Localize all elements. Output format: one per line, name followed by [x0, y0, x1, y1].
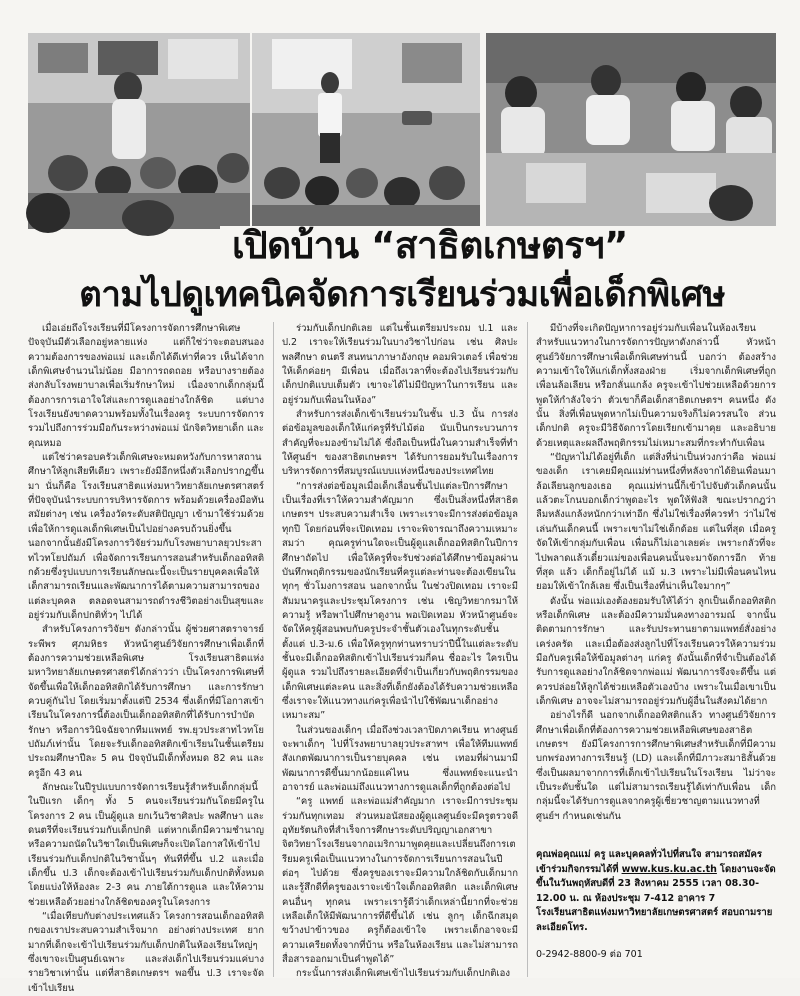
- column-divider: [527, 322, 528, 977]
- registration-link[interactable]: www.kus.ku.ac.th: [621, 863, 717, 875]
- paragraph: สำหรับการส่งเด็กเข้าเรียนร่วมในชั้น ป.3 นั้น การส่งต่อข้อมูลของเด็กให้แก่ครูที่รับไม้ต่อ นับเป็นกระบวนการสำคัญที่จะมองข้ามไม่ได้ ซึ่งถือเป็นหนึ่งในความสำเร็จที่ทำให้ศูนย์ฯ ของสาธิตเกษตรฯ ได้รับการยอมรับในเรื่องการบริหารจัดการที่สมบูรณ์แบบแห่งหนึ่งของประเทศไทย: [282, 409, 518, 478]
- paragraph: อย่างไรก็ดี นอกจากเด็กออทิสติกแล้ว ทางศูนย์วิจัยการศึกษาเพื่อเด็กที่ต้องการความช่วยเหลือพิเศษของสาธิตเกษตรฯ ยังมีโครงการการศึกษาพิเศษสำหรับเด็กที่มีความบกพร่องทางการเรียนรู้ (LD) และเด็กที่มีภาวะสมาธิสั้นด้วย ซึ่งเป็นผลมาจากการที่เด็กเข้าไปเรียนในโรงเรียน ไม่ว่าจะเป็นระดับชั้นใด แต่ไม่สามารถเรียนรู้ได้เท่ากับเพื่อน เด็กกลุ่มนี้จะได้รับการดูแลจากครูผู้เชี่ยวชาญตามแนวทางที่ศูนย์ฯ กำหนดเช่นกัน: [536, 710, 776, 822]
- contact-box: [536, 848, 776, 952]
- paragraph: “ครู แพทย์ และพ่อแม่สำคัญมาก เราจะมีการประชุมร่วมกันทุกเทอม ส่วนหมอนัสยองผู้ดูแลศูนย์จะมีครูตรวจดี อุทัยรัตนกิจที่สำเร็จการศึกษาระดับปริญญาเอกสาขาจิตวิทยาโรงเรียนจากอเมริกามาพูดคุยและเปลี่ยนถึงการเตรียมครูเพื่อเป็นแนวทางในการจัดการเรียนการสอนในปีต่อๆ ไปด้วย ซึ่งครูของเราจะมีความใกล้ชิดกับเด็กมาก และรู้สึกดีที่ครูของเราจะเข้าใจเด็กออทิสติก และเด็กพิเศษคนอื่นๆ ทุกคน เพราะเรารู้ดีว่าเด็กเหล่านี้ยากที่จะช่วยเหลือเด็กให้มีพัฒนาการที่ดีขึ้นได้ เช่น ลูกๆ เด็กฉีกสมุด ขว้างปาข้าวของ ครูก็ต้องเข้าใจ เพราะเด็กอาจจะมีความเครียดทั้งจากที่บ้าน หรือในห้องเรียน และไม่สามารถสื่อสารออกมาเป็นคำพูดได้”: [282, 796, 518, 966]
- paragraph: แต่ใช่ว่าครอบครัวเด็กพิเศษจะหมดหวังกับการหาสถานศึกษาให้ลูกเสียทีเดียว เพราะยังมีอีกหนึ่งตัวเลือกปรากฏขึ้นมา นั่นก็คือ โรงเรียนสาธิตแห่งมหาวิทยาลัยเกษตรศาสตร์ ที่ปัจจุบันนำระบบการบริหารจัดการ พร้อมด้วยเครื่องมือทันสมัยต่างๆ เช่น เครื่องวัดระดับสติปัญญา เข้ามาใช้ร่วมด้วยเพื่อให้การดูแลเด็กพิเศษเป็นไปอย่างครบถ้วนยิ่งขึ้น นอกจากนั้นยังมีโครงการวิจัยร่วมกับโรงพยาบาลยุวประสาทไวทโยปถัมภ์ เพื่อจัดการเรียนการสอนสำหรับเด็กออทิสติกด้วยซึ่งรูปแบบการเรียนลักษณะนี้จะเป็นรายบุคคลเพื่อให้เด็กสามารถเรียนและพัฒนาการได้ตามความสามารถของแต่ละบุคคล ตลอดจนสามารถดำรงชีวิตอย่างเป็นสุขและอยู่ร่วมกับเด็กปกติทั่วๆ ไปได้: [28, 452, 264, 621]
- paragraph: เมื่อเอ่ยถึงโรงเรียนที่มีโครงการจัดการศึกษาพิเศษ ปัจจุบันมีตัวเลือกอยู่หลายแห่ง แต่ก็ใช่ว่าจะตอบสนองความต้องการของพ่อแม่ และเด็กได้ดีเท่าที่ควร เห็นได้จากเด็กพิเศษจำนวนไม่น้อย มีอาการถดถอย หรือบางรายต้องส่งกลับโรงพยาบาลเพื่อเริ่มรักษาใหม่ เนื่องจากเด็กกลุ่มนี้ต้องการการเอาใจใส่และการดูแลอย่างใกล้ชิด แต่บางโรงเรียนยังขาดความพร้อมทั้งในเรื่องครู ระบบการจัดการ รวมไปถึงการร่วมมือกันระหว่างพ่อแม่ นักจิตวิทยาเด็ก และคุณหมอ: [28, 323, 264, 449]
- paragraph: สำหรับโครงการวิจัยฯ ดังกล่าวนั้น ผู้ช่วยศาสตราจารย์ระพีพร ศุภมหิธร หัวหน้าศูนย์วิจัยการศึกษาเพื่อเด็กที่ต้องการความช่วยเหลือพิเศษ โรงเรียนสาธิตแห่งมหาวิทยาลัยเกษตรศาสตร์ได้กล่าวว่า เป็นโครงการพิเศษที่จัดขึ้นเพื่อให้เด็กออทิสติกได้รับการศึกษา และการรักษาควบคู่กันไป โดยเริ่มมาตั้งแต่ปี 2534 ซึ่งเด็กที่มีโอกาสเข้าเรียนในโครงการนี้ต้องเป็นเด็กออทิสติกที่ได้รับการบำบัดรักษา หรือการวินิจฉัยจากทีมแพทย์ รพ.ยุวประสาทไวทโยปถัมภ์เท่านั้น โดยจะรับเด็กออทิสติกเข้าเรียนในชั้นเตรียมประถมศึกษาปีละ 5 คน ปัจจุบันมีเด็กทั้งหมด 82 คน และครูอีก 43 คน: [28, 624, 264, 779]
- contact-lead: คุณพ่อคุณแม่ ครู และบุคคลทั่วไปที่สนใจ สามารถสมัครเข้าร่วมกิจกรรมได้ที่: [536, 849, 762, 875]
- article-column-3: [536, 322, 776, 842]
- teacher-standing-classroom-photo: [252, 33, 480, 229]
- headline-line-1: เปิดบ้าน “สาธิตเกษตรฯ”: [232, 224, 628, 267]
- article-column-2: [282, 322, 518, 980]
- column-divider: [273, 322, 274, 977]
- students-working-at-desks-photo: [486, 33, 776, 229]
- headline-line-2: ตามไปดูเทคนิคจัดการเรียนร่วมเพื่อเด็กพิเศษ: [79, 275, 725, 315]
- teacher-with-children-photo: [28, 33, 250, 229]
- article-column-1: [28, 322, 264, 994]
- paragraph: “ปัญหาไม่ได้อยู่ที่เด็ก แต่สิ่งที่น่าเป็นห่วงกว่าคือ พ่อแม่ของเด็ก เราเคยมีคุณแม่ท่านหนึ่งที่หลังจากได้ยินเพื่อนมาล้อเลียนลูกของเธอ คุณแม่ท่านนี้ก็เข้าไปจับตัวเด็กคนนั้น แล้วตะโกนบอกเด็กว่าพูดอะไร พูดให้ฟังสิ ขณะปรากฎว่าลืมหลังแกล้งหนักกว่าเท่าอีก ซึ่งไม่ใช่เรื่องที่ควรทำ ว่าไม่ใช่เล่นกันเด็กคนนี้ เพราะเขาไม่ใช่เด็กด้อย แต่ในที่สุด เมื่อครูจัดให้เข้ากลุ่มกับเพื่อน เพื่อนก็ไม่เอาเลยค่ะ เพราะกลัวที่จะไปพลาดแล้วเดี๋ยวแม่ของเพื่อนคนนั้นจะมาจัดการอีก ท้ายที่สุด แล้ว เด็กก็อยู่ไม่ได้ แม้ ม.3 เพราะไม่มีเพื่อนคนไหนยอมให้เข้าใกล้เลย ซึ่งเป็นเรื่องที่น่าเห็นใจมากๆ”: [536, 452, 776, 593]
- paragraph: ดังนั้น พ่อแม่เองต้องยอมรับให้ได้ว่า ลูกเป็นเด็กออทิสติก หรือเด็กพิเศษ และต้องมีความมั่นคงทางอารมณ์ จากนั้นติดตามการรักษา และรับประทานยาตามแพทย์สั่งอย่างเคร่งครัด และเมื่อต้องส่งลูกไปที่โรงเรียนควรให้ความร่วมมือกับครูเพื่อให้ข้อมูลต่างๆ แก่ครู ดังนั้นเด็กที่จำเป็นต้องได้รับการดูแลอย่างใกล้ชิดจากพ่อแม่ พัฒนาการจึงจะดีขึ้น แต่ควรปล่อยให้ลูกได้ช่วยเหลือตัวเองบ้าง เพราะในเมื่อเขาเป็นเด็กพิเศษ อาจจะไม่สามารถอยู่ร่วมกับผู้อื่นในสังคมได้ยาก: [536, 595, 776, 707]
- paragraph: ในส่วนของเด็กๆ เมื่อถึงช่วงเวลาปิดภาคเรียน ทางศูนย์จะพาเด็กๆ ไปที่โรงพยาบาลยุวประสาทฯ เพื่อให้ทีมแพทย์สังเกตพัฒนาการเป็นรายบุคคล เช่น เทอมที่ผ่านมามีพัฒนาการดีขึ้นมากน้อยแค่ไหน ซึ่งแพทย์จะแนะนำอาจารย์ และพ่อแม่ถึงแนวทางการดูแลเด็กที่ถูกต้องต่อไป: [282, 724, 518, 793]
- paragraph: “เมื่อเทียบกับต่างประเทศแล้ว โครงการสอนเด็กออทิสติกของเราประสบความสำเร็จมาก อย่างต่างประเทศ ยากมากที่เด็กจะเข้าไปเรียนร่วมกับเด็กปกติในห้องเรียนใหญ่ๆ ซึ่งเขาจะเป็นศูนย์เฉพาะ และส่งเด็กไปเรียนร่วมแค่บางรายวิชาเท่านั้น แต่ที่สาธิตเกษตรฯ พอขึ้น ป.3 เราจะจัดเข้าไปเรียน: [28, 911, 264, 994]
- paragraph: ลักษณะในปีรูปแบบการจัดการเรียนรู้สำหรับเด็กกลุ่มนี้ในปีแรก เด็กๆ ทั้ง 5 คนจะเรียนร่วมกันโดยมีครูในโครงการ 2 คน เป็นผู้ดูแล ยกเว้นวิชาศิลปะ พลศึกษา และดนตรีที่จะเรียนร่วมกับเด็กปกติ แต่หากเด็กมีความชำนาญหรือความถนัดในวิชาใดเป็นพิเศษก็จะเปิดโอกาสให้เข้าไปเรียนร่วมกับเด็กปกติในวิชานั้นๆ ทันทีที่ขึ้น ป.2 และเมื่อเด็กขึ้น ป.3 เด็กจะต้องเข้าไปเรียนร่วมกับเด็กปกติทั้งหมด โดยแบ่งให้ห้องละ 2-3 คน ภายใต้การดูแล และให้ความช่วยเหลือด้วยอย่างใกล้ชิดของครูในโครงการ: [28, 782, 264, 908]
- contact-phone: 0-2942-8800-9 ต่อ 701: [536, 949, 643, 960]
- event-details: โดยงานจะจัดขึ้นในวันพฤหัสบดีที่ 23 สิงหาคม 2555 เวลา 08.30-12.00 น. ณ ห้องประชุม 7-412 อาคาร 7 โรงเรียนสาธิตแห่งมหาวิทยาลัยเกษตรศาสตร์ สอบถามรายละเอียดโทร.: [536, 863, 776, 933]
- paragraph: “การส่งต่อข้อมูลเมื่อเด็กเลื่อนชั้นไปแต่ละปีการศึกษาเป็นเรื่องที่เราให้ความสำคัญมาก ซึ่งเป็นสิ่งหนึ่งที่สาธิตเกษตรฯ ประสบความสำเร็จ เพราะเราจะมีการส่งต่อข้อมูลทุกปี โดยก่อนที่จะเปิดเทอม เราจะพิจารณาถึงความเหมาะสมว่า คุณครูท่านใดจะเป็นผู้ดูแลเด็กออทิสติกในปีการศึกษาถัดไป เพื่อให้ครูที่จะรับช่วงต่อได้ศึกษาข้อมูลผ่านบันทึกพฤติกรรมของนักเรียนที่ครูแต่ละท่านจะต้องเขียนในทุกๆ ชั่วโมงการสอน นอกจากนั้น ในช่วงปิดเทอม เราจะมีสัมมนาครูและประชุมโครงการ เช่น เชิญวิทยากรมาให้ความรู้ หรือพาไปศึกษาดูงาน พอเปิดเทอม หัวหน้าศูนย์จะจัดให้ครูผู้สอนพบกับครูประจำชั้นตัวเองในทุกระดับชั้นตั้งแต่ ป.3-ม.6 เพื่อให้ครูทุกท่านทราบว่าปีนี้ในแต่ละระดับชั้นจะมีเด็กออทิสติกเข้าไปเรียนร่วมกี่คน ชื่ออะไร ใครเป็นผู้ดูแล รวมไปถึงรายละเอียดที่จำเป็นเกี่ยวกับพฤติกรรมของเด็กพิเศษแต่ละคน และสิ่งที่เด็กยังต้องได้รับความช่วยเหลือ ซึ่งเราจะให้แนวทางแก่ครูเพื่อนำไปใช้พัฒนาเด็กอย่างเหมาะสม”: [282, 480, 518, 722]
- paragraph: ร่วมกับเด็กปกติเลย แต่ในชั้นเตรียมประถม ป.1 และ ป.2 เราจะให้เรียนร่วมในบางวิชาไปก่อน เช่น ศิลปะ พลศึกษา ดนตรี สนทนาภาษาอังกฤษ คอมพิวเตอร์ เพื่อช่วยให้เด็กค่อยๆ มีเพื่อน เมื่อถึงเวลาที่จะต้องไปเรียนร่วมกับเด็กปกติแบบเต็มตัว เขาจะได้ไม่มีปัญหาในการเรียน และอยู่ร่วมกับเพื่อนในห้อง”: [282, 323, 518, 406]
- paragraph: มีบ้างที่จะเกิดปัญหาการอยู่ร่วมกับเพื่อนในห้องเรียน สำหรับแนวทางในการจัดการปัญหาดังกล่าวนี้ หัวหน้าศูนย์วิจัยการศึกษาเพื่อเด็กพิเศษท่านนี้ บอกว่า ต้องสร้างความเข้าใจให้แก่เด็กทั้งสองฝ่าย เริ่มจากเด็กพิเศษที่ถูกเพื่อนล้อเลียน หรือกลั่นแกล้ง ครูจะเข้าไปช่วยเหลือด้วยการพูดให้กำลังใจว่า ตัวเขาก็คือเด็กสาธิตเกษตรฯ คนหนึ่ง ดังนั้น สิ่งที่เพื่อนพูดหากไม่เป็นความจริงก็ไม่ควรสนใจ ส่วนเด็กปกติ ครูจะมีวิธีจัดการโดยเรียกเข้ามาคุย และอธิบายด้วยเหตุและผลถึงพฤติกรรมไม่เหมาะสมที่กระทำกับเพื่อน: [536, 323, 776, 449]
- paragraph: กระนั้นการส่งเด็กพิเศษเข้าไปเรียนร่วมกับเด็กปกติเอง: [296, 968, 511, 980]
